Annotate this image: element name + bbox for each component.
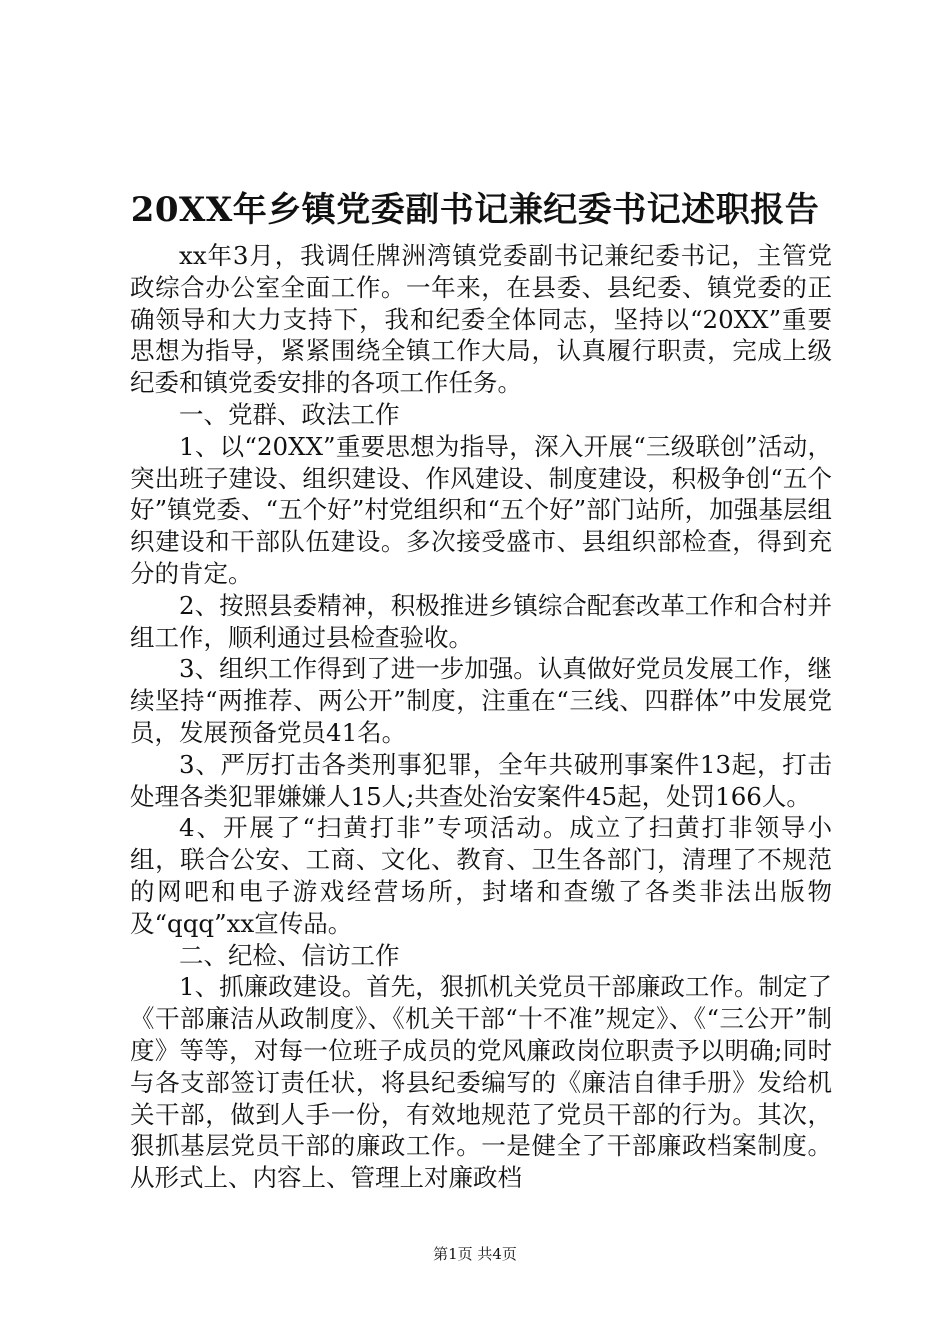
paragraph-intro: xx年3月，我调任牌洲湾镇党委副书记兼纪委书记，主管党政综合办公室全面工作。一年来，在县委、县纪委、镇党委的正确领导和大力支持下，我和纪委全体同志，坚持以“20XX”重要思想为指导，紧紧围绕全镇工作大局，认真履行职责，完成上级纪委和镇党委安排的各项工作任务。	[130, 241, 832, 398]
paragraph-1-3b: 3、严厉打击各类刑事犯罪，全年共破刑事案件13起，打击处理各类犯罪嫌嫌人15人;共查处治安案件45起，处罚166人。	[130, 749, 832, 811]
section-heading-1: 一、党群、政法工作	[179, 399, 400, 429]
paragraph-1-2: 2、按照县委精神，积极推进乡镇综合配套改革工作和合村并组工作，顺利通过县检查验收。	[130, 590, 832, 652]
paragraph-1-3a: 3、组织工作得到了进一步加强。认真做好党员发展工作，继续坚持“两推荐、两公开”制度，注重在“三线、四群体”中发展党员，发展预备党员41名。	[130, 654, 832, 747]
paragraph-1-4: 4、开展了“扫黄打非”专项活动。成立了扫黄打非领导小组，联合公安、工商、文化、教育、卫生各部门，清理了不规范的网吧和电子游戏经营场所，封堵和查缴了各类非法出版物及“qqq”xx宣传品。	[130, 813, 832, 938]
document-body	[130, 240, 832, 1194]
section-heading-2: 二、纪检、信访工作	[179, 940, 400, 970]
document-title: 20XX年乡镇党委副书记兼纪委书记述职报告	[130, 190, 820, 230]
paragraph-2-1: 1、抓廉政建设。首先，狠抓机关党员干部廉政工作。制定了《干部廉洁从政制度》、《机关干部“十不准”规定》、《“三公开”制度》等等，对每一位班子成员的党风廉政岗位职责予以明确;同时与各支部签订责任状，将县纪委编写的《廉洁自律手册》发给机关干部，做到人手一份，有效地规范了党员干部的行为。其次，狠抓基层党员干部的廉政工作。一是健全了干部廉政档案制度。从形式上、内容上、管理上对廉政档	[130, 972, 832, 1193]
paragraph-1-1: 1、以“20XX”重要思想为指导，深入开展“三级联创”活动，突出班子建设、组织建设、作风建设、制度建设，积极争创“五个好”镇党委、“五个好”村党组织和“五个好”部门站所，加强基层组织建设和干部队伍建设。多次接受盛市、县组织部检查，得到充分的肯定。	[130, 431, 832, 588]
page-footer: 第1页 共4页	[433, 1245, 517, 1263]
